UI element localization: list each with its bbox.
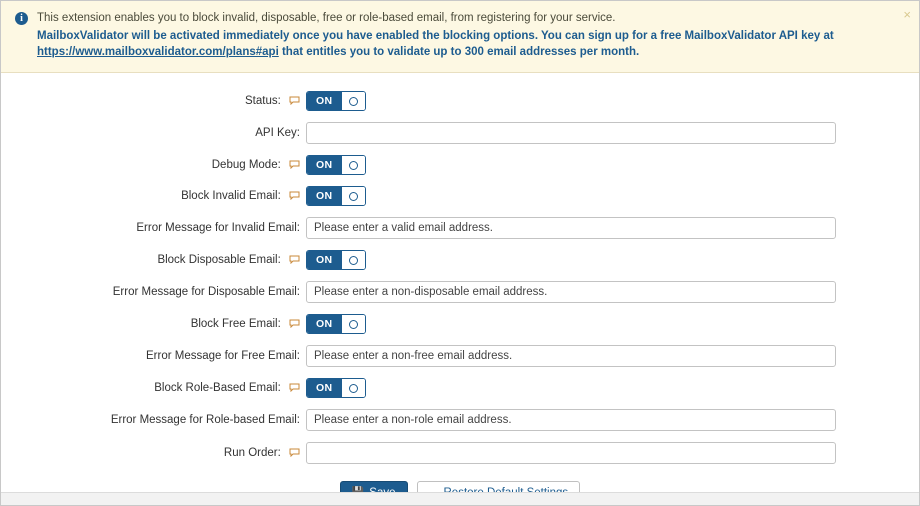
form-row-block-disposable-email <box>1 250 919 270</box>
label-status <box>1 95 306 107</box>
label-block-disposable-email-text: Block Disposable Email: <box>157 254 281 266</box>
banner-activation-lead: MailboxValidator will be activated immediately once you have enabled the blocking options. You can sign up for a free MailboxValidator API key at <box>37 30 834 42</box>
toggle-block-invalid-email[interactable] <box>306 186 366 206</box>
help-bubble-icon[interactable] <box>289 96 300 105</box>
label-block-free-email-text: Block Free Email: <box>190 318 281 330</box>
info-icon: i <box>15 12 28 25</box>
help-bubble-icon[interactable] <box>289 383 300 392</box>
form-row-run-order <box>1 442 919 464</box>
info-banner <box>1 1 919 73</box>
field-api-key <box>306 122 919 144</box>
footer-strip <box>1 492 919 505</box>
toggle-block-role-based-email[interactable] <box>306 378 366 398</box>
field-block-role-based-email <box>306 378 919 398</box>
close-icon[interactable]: × <box>903 7 911 22</box>
field-error-invalid-email <box>306 217 919 239</box>
field-error-role-based-email <box>306 409 919 431</box>
error-disposable-email-input[interactable] <box>306 281 836 303</box>
label-error-disposable-email <box>1 286 306 298</box>
toggle-status[interactable] <box>306 91 366 111</box>
toggle-block-free-email[interactable] <box>306 314 366 334</box>
field-block-invalid-email <box>306 186 919 206</box>
toggle-block-invalid-email-knob <box>341 187 365 205</box>
toggle-debug-mode-knob <box>341 156 365 174</box>
label-block-disposable-email <box>1 254 306 266</box>
label-run-order-text: Run Order: <box>223 447 281 459</box>
help-bubble-icon[interactable] <box>289 319 300 328</box>
toggle-block-role-based-email-label: ON <box>307 379 341 397</box>
form-row-error-invalid-email <box>1 217 919 239</box>
error-role-based-email-input[interactable] <box>306 409 836 431</box>
field-run-order <box>306 442 919 464</box>
error-free-email-input[interactable] <box>306 345 836 367</box>
form-row-block-role-based-email <box>1 378 919 398</box>
form-row-status <box>1 91 919 111</box>
toggle-debug-mode-label: ON <box>307 156 341 174</box>
help-bubble-icon[interactable] <box>289 160 300 169</box>
label-error-role-based-email-text: Error Message for Role-based Email: <box>110 414 300 426</box>
form-row-error-free-email <box>1 345 919 367</box>
label-error-invalid-email-text: Error Message for Invalid Email: <box>136 222 300 234</box>
mailboxvalidator-plans-link[interactable]: https://www.mailboxvalidator.com/plans#api <box>37 46 279 58</box>
label-block-free-email <box>1 318 306 330</box>
label-error-disposable-email-text: Error Message for Disposable Email: <box>112 286 300 298</box>
toggle-block-free-email-label: ON <box>307 315 341 333</box>
toggle-block-disposable-email-knob <box>341 251 365 269</box>
label-block-invalid-email <box>1 190 306 202</box>
api-key-input[interactable] <box>306 122 836 144</box>
label-run-order <box>1 447 306 459</box>
field-block-free-email <box>306 314 919 334</box>
label-debug-mode-text: Debug Mode: <box>211 159 281 171</box>
label-block-role-based-email-text: Block Role-Based Email: <box>154 382 281 394</box>
toggle-status-knob <box>341 92 365 110</box>
label-error-free-email-text: Error Message for Free Email: <box>145 350 300 362</box>
field-error-free-email <box>306 345 919 367</box>
label-block-invalid-email-text: Block Invalid Email: <box>181 190 281 202</box>
label-status-text: Status: <box>244 95 281 107</box>
help-bubble-icon[interactable] <box>289 255 300 264</box>
label-error-role-based-email <box>1 414 306 426</box>
form-row-block-free-email <box>1 314 919 334</box>
error-invalid-email-input[interactable] <box>306 217 836 239</box>
banner-description: This extension enables you to block invalid, disposable, free or role-based email, from registering for your service. <box>37 12 616 24</box>
toggle-status-label: ON <box>307 92 341 110</box>
help-bubble-icon[interactable] <box>289 448 300 457</box>
form-row-error-role-based-email <box>1 409 919 431</box>
label-api-key <box>1 127 306 139</box>
label-error-free-email <box>1 350 306 362</box>
field-status <box>306 91 919 111</box>
toggle-debug-mode[interactable] <box>306 155 366 175</box>
form-row-debug-mode <box>1 155 919 175</box>
toggle-block-disposable-email-label: ON <box>307 251 341 269</box>
label-api-key-text: API Key: <box>255 127 300 139</box>
toggle-block-invalid-email-label: ON <box>307 187 341 205</box>
settings-form <box>1 73 919 504</box>
field-block-disposable-email <box>306 250 919 270</box>
toggle-block-disposable-email[interactable] <box>306 250 366 270</box>
banner-activation-tail: that entitles you to validate up to 300 email addresses per month. <box>278 46 640 58</box>
label-block-role-based-email <box>1 382 306 394</box>
form-row-api-key <box>1 122 919 144</box>
field-debug-mode <box>306 155 919 175</box>
run-order-input[interactable] <box>306 442 836 464</box>
label-debug-mode <box>1 159 306 171</box>
label-error-invalid-email <box>1 222 306 234</box>
banner-activation-text <box>37 28 891 60</box>
field-error-disposable-email <box>306 281 919 303</box>
form-row-block-invalid-email <box>1 186 919 206</box>
toggle-block-free-email-knob <box>341 315 365 333</box>
toggle-block-role-based-email-knob <box>341 379 365 397</box>
form-row-error-disposable-email <box>1 281 919 303</box>
help-bubble-icon[interactable] <box>289 191 300 200</box>
